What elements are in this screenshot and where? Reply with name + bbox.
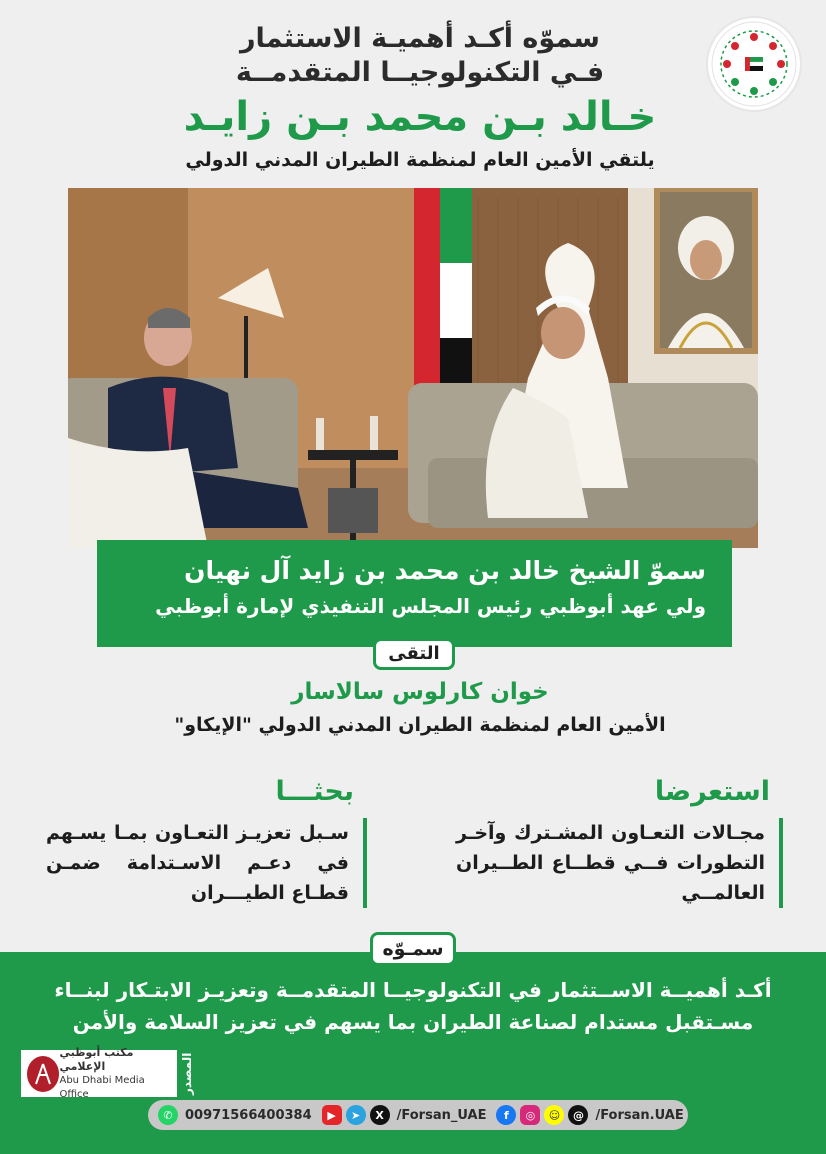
facebook-icon[interactable]: f [496,1105,516,1125]
reviewed-heading: استعرضا [654,776,770,807]
whatsapp-number[interactable]: 00971566400384 [185,1107,312,1123]
meeting-photo [68,188,758,548]
whatsapp-icon[interactable]: ✆ [158,1105,178,1125]
telegram-icon[interactable]: ➤ [346,1105,366,1125]
source-label: المصدر [180,1052,194,1096]
headline-subtitle: يلتقي الأمين العام لمنظمة الطيران المدني الدولي [185,149,655,171]
forsan-uae-emblem-icon [709,19,799,109]
abu-dhabi-media-office-icon [27,1056,59,1092]
guest-title: الأمين العام لمنظمة الطيران المدني الدولي "الإيكاو" [174,714,666,736]
x-icon[interactable]: X [370,1105,390,1125]
host-title: ولي عهد أبوظبي رئيس المجلس التنفيذي لإمارة أبوظبي [155,594,706,618]
guest-name: خوان كارلوس سالاسار [291,679,549,705]
reviewed-text: مجـالات التعـاون المشـترك وآخـر التطورات فــي قطــاع الطــيران العالمــي [456,818,783,908]
host-card [97,540,732,647]
threads-icon[interactable]: @ [568,1105,588,1125]
headline-name: خـالد بـن محمد بـن زايـد [183,94,657,140]
forsan-logo [706,16,802,112]
source-org-en: Abu Dhabi Media Office [59,1074,145,1100]
social-bar [148,1100,688,1130]
instagram-icon[interactable]: ◎ [520,1105,540,1125]
headline-line-2: فـي التكنولوجيــا المتقدمــة [235,57,605,88]
youtube-icon[interactable]: ▶ [322,1105,342,1125]
source-logo [21,1045,177,1100]
source-text [59,1046,171,1102]
snapchat-icon[interactable]: ☺ [544,1105,564,1125]
social-handle-1[interactable]: /Forsan_UAE [396,1107,487,1123]
met-label: التقى [373,638,455,670]
headline-line-1: سموّه أكـد أهميـة الاستثمار [240,23,600,54]
discussed-text: سـبل تعزيـز التعـاون بمـا يسـهم في دعـم الاسـتدامة ضمـن قطـاع الطيـــران [46,818,367,908]
source-org-ar: مكتب أبوظبي الإعلامي [59,1045,134,1073]
social-handle-2[interactable]: /Forsan.UAE [595,1107,684,1123]
sumu-label: سمـوّه [370,932,456,966]
host-name: سموّ الشيخ خالد بن محمد بن زايد آل نهيان [184,556,706,585]
discussed-heading: بحثـــا [275,776,354,807]
bottom-statement: أكـد أهميــة الاســتثمار في التكنولوجيــا المتقدمــة وتعزيـز الابتـكار لبنــاء مسـتقبل مستدام لصناعة الطيران بما يسهم في تعزيز السلامة والأمن [54,978,772,1034]
